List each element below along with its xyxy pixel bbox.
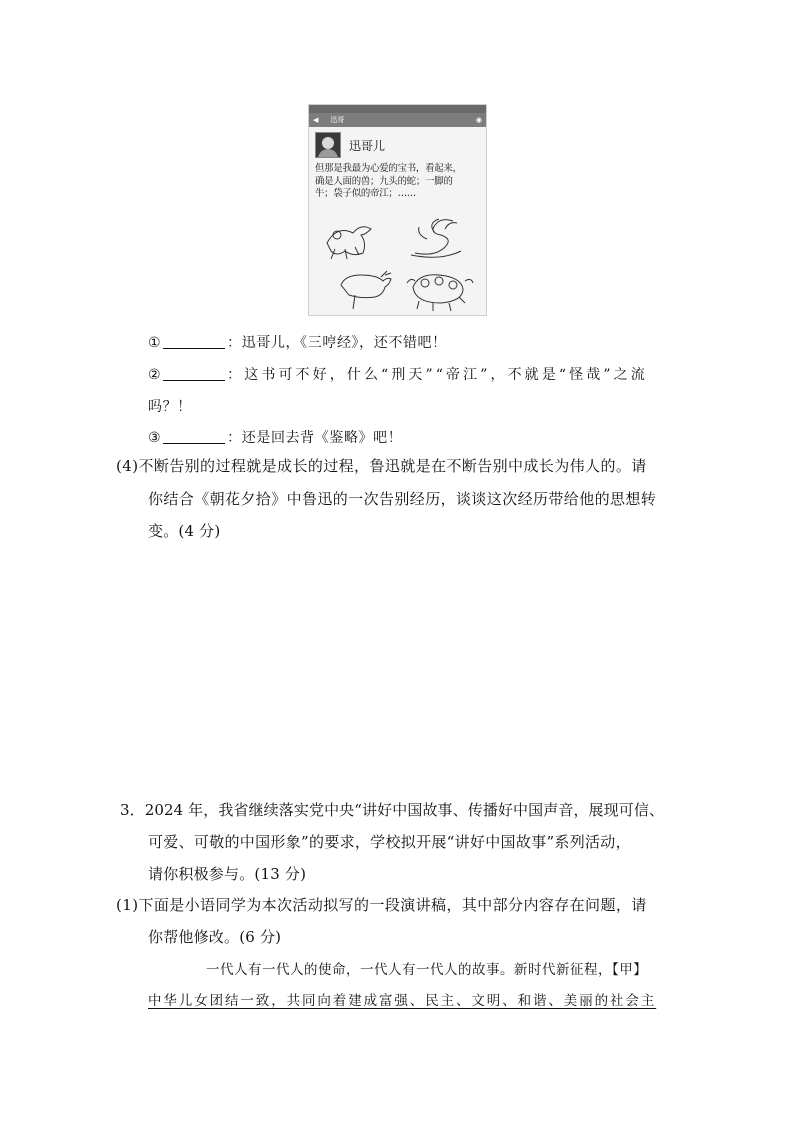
myth-creatures-illustration bbox=[315, 213, 480, 313]
question-4-line-1: (4)不断告别的过程就是成长的过程，鲁迅就是在不断告别中成长为伟人的。请 bbox=[116, 457, 647, 475]
answer-blank[interactable] bbox=[163, 429, 225, 444]
answer-blank[interactable] bbox=[163, 366, 225, 381]
camera-icon: ◉ bbox=[475, 116, 482, 124]
speech-line-1: 一代人有一代人的使命，一代人有一代人的故事。新时代新征程，【甲】 bbox=[206, 962, 648, 978]
comment-2-cont: 吗？！ bbox=[148, 399, 192, 415]
comment-text: ：迅哥儿，《三哼经》，还不错吧！ bbox=[227, 335, 447, 351]
question-4-line-3: 变。(4 分) bbox=[148, 522, 221, 540]
comment-text: ：还是回去背《鉴略》吧！ bbox=[227, 430, 403, 446]
question-3-line-3: 请你积极参与。(13 分) bbox=[148, 865, 307, 883]
avatar bbox=[315, 132, 341, 158]
wechat-screenshot bbox=[308, 104, 487, 316]
comment-2 bbox=[148, 364, 648, 384]
nav-title: 迅哥 bbox=[330, 116, 345, 124]
comment-number: ② bbox=[148, 367, 162, 383]
back-arrow-icon: ◀ bbox=[313, 116, 319, 124]
comment-number: ③ bbox=[148, 430, 162, 446]
post-line: 牛；袋子似的帝江；…… bbox=[315, 188, 416, 199]
status-bar bbox=[309, 105, 486, 113]
post-line: 但那是我最为心爱的宝书，看起来， bbox=[315, 163, 462, 174]
post-line: 确是人面的兽；九头的蛇；一脚的 bbox=[315, 175, 453, 187]
question-3-1-line-2: 你帮他修改。(6 分) bbox=[148, 928, 282, 946]
nav-bar bbox=[309, 113, 486, 127]
comment-text: ：这书可不好，什么“刑天”“帝江”，不就是“怪哉”之流 bbox=[227, 367, 648, 383]
question-3-line-2: 可爱、可敬的中国形象”的要求，学校拟开展“讲好中国故事”系列活动， bbox=[148, 833, 631, 851]
question-3-1-line-1: (1)下面是小语同学为本次活动拟写的一段演讲稿，其中部分内容存在问题，请 bbox=[116, 896, 647, 914]
speech-line-2-underlined: 中华儿女团结一致，共同向着建成富强、民主、文明、和谐、美丽的社会主 bbox=[148, 993, 657, 1009]
question-3-line-1: 3．2024 年，我省继续落实党中央“讲好中国故事、传播好中国声音，展现可信、 bbox=[120, 801, 665, 819]
comment-1 bbox=[148, 332, 447, 352]
post-author: 迅哥儿 bbox=[349, 138, 386, 153]
moment-post bbox=[309, 127, 486, 201]
post-text bbox=[315, 163, 480, 201]
question-4-line-2: 你结合《朝花夕拾》中鲁迅的一次告别经历，谈谈这次经历带给他的思想转 bbox=[148, 490, 657, 508]
comment-number: ① bbox=[148, 335, 162, 351]
creature-sketches bbox=[315, 213, 480, 313]
answer-blank[interactable] bbox=[163, 334, 225, 349]
comment-3 bbox=[148, 427, 402, 447]
